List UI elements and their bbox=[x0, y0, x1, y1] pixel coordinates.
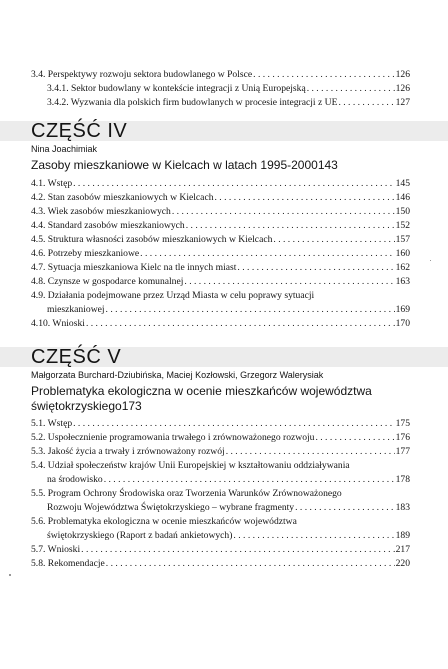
leader-dots bbox=[104, 474, 395, 486]
toc-entry-title: 4.10. Wnioski bbox=[31, 318, 85, 329]
toc-entry bbox=[31, 234, 410, 246]
toc-entry-page: 217 bbox=[395, 544, 410, 555]
chapter-authors: Małgorzata Burchard-Dziubińska, Maciej Kozłowski, Grzegorz Walerysiak bbox=[31, 370, 324, 380]
toc-entry-title: 4.3. Wiek zasobów mieszkaniowych bbox=[31, 206, 171, 217]
toc-entry-title: 4.5. Struktura własności zasobów mieszkaniowych w Kielcach bbox=[31, 234, 273, 245]
toc-entry-title: 4.4. Standard zasobów mieszkaniowych bbox=[31, 220, 185, 231]
toc-entry-page: 126 bbox=[395, 69, 410, 80]
toc-entry bbox=[47, 97, 410, 109]
toc-entry-title: 4.2. Stan zasobów mieszkaniowych w Kielcach bbox=[31, 192, 214, 203]
toc-entry-page: 152 bbox=[395, 220, 410, 231]
toc-entry-title: 4.8. Czynsze w gospodarce komunalnej bbox=[31, 276, 184, 287]
toc-entry-page: 189 bbox=[395, 530, 410, 541]
toc-entry-title: 3.4.1. Sektor budowlany w kontekście integracji z Unią Europejską bbox=[47, 83, 306, 94]
toc-entry-page: 150 bbox=[395, 206, 410, 217]
toc-entry bbox=[31, 432, 410, 444]
toc-entry-title: 5.2. Uspołecznienie programowania trwałego i zrównoważonego rozwoju bbox=[31, 432, 315, 443]
toc-entry bbox=[47, 474, 410, 486]
toc-entry-page: 127 bbox=[395, 97, 410, 108]
leader-dots bbox=[237, 262, 394, 274]
toc-entry-title: 5.1. Wstęp bbox=[31, 418, 73, 429]
toc-entry-title: 3.4.2. Wyzwania dla polskich firm budowlanych w procesie integracji z UE bbox=[47, 97, 338, 108]
toc-entry-page: 157 bbox=[395, 234, 410, 245]
toc-entry bbox=[31, 558, 410, 570]
toc-entry-page: 126 bbox=[395, 83, 410, 94]
leader-dots bbox=[106, 558, 395, 570]
chapter-page: 143 bbox=[317, 158, 338, 172]
toc-entry bbox=[31, 178, 410, 190]
toc-entry bbox=[31, 220, 410, 232]
scan-speck bbox=[9, 574, 11, 576]
toc-entry-page: 175 bbox=[395, 418, 410, 429]
toc-entry-page: 176 bbox=[395, 432, 410, 443]
leader-dots bbox=[81, 544, 394, 556]
toc-entry-title: mieszkaniowej bbox=[47, 304, 105, 315]
leader-dots bbox=[315, 432, 394, 444]
toc-entry-title: 3.4. Perspektywy rozwoju sektora budowlanego w Polsce bbox=[31, 69, 253, 80]
toc-entry-title: na środowisko bbox=[47, 474, 103, 485]
toc-entry-title: świętokrzyskiego (Raport z badań ankietowych) bbox=[47, 530, 233, 541]
toc-entry-page: 163 bbox=[395, 276, 410, 287]
toc-entry-title: 5.3. Jakość życia a trwały i zrównoważony rozwój bbox=[31, 446, 225, 457]
leader-dots bbox=[215, 192, 395, 204]
leader-dots bbox=[172, 206, 395, 218]
scan-speck bbox=[430, 260, 431, 261]
toc-entry bbox=[31, 69, 410, 81]
toc-entry bbox=[31, 206, 410, 218]
leader-dots bbox=[86, 318, 395, 330]
leader-dots bbox=[253, 69, 394, 81]
toc-entry-page: 162 bbox=[395, 262, 410, 273]
toc-entry-title: 4.1. Wstęp bbox=[31, 178, 73, 189]
toc-entry-title: 5.5. Program Ochrony Środowiska oraz Tworzenia Warunków Zrównoważonego bbox=[31, 488, 342, 499]
leader-dots bbox=[307, 83, 395, 95]
toc-entry-page: 146 bbox=[395, 192, 410, 203]
toc-entry-title: Rozwoju Województwa Świętokrzyskiego – wybrane fragmenty bbox=[47, 502, 295, 513]
toc-entry bbox=[31, 276, 410, 288]
leader-dots bbox=[226, 446, 395, 458]
chapter-page: 173 bbox=[121, 399, 142, 413]
toc-entry-page: 220 bbox=[395, 558, 410, 569]
toc-entry bbox=[31, 446, 410, 458]
leader-dots bbox=[73, 178, 394, 190]
part-heading: CZĘŚĆ V bbox=[31, 346, 122, 368]
toc-entry bbox=[31, 544, 410, 556]
toc-entry bbox=[47, 304, 410, 316]
toc-entry-title: 5.8. Rekomendacje bbox=[31, 558, 105, 569]
toc-entry-title: 5.7. Wnioski bbox=[31, 544, 81, 555]
toc-entry-page: 177 bbox=[395, 446, 410, 457]
chapter-title: Zasoby mieszkaniowe w Kielcach w latach 1995-2000 bbox=[31, 158, 318, 172]
chapter-title-entry bbox=[31, 399, 410, 414]
leader-dots bbox=[106, 304, 395, 316]
chapter-title: świętokrzyskiego bbox=[31, 399, 122, 413]
toc-entry-page: 145 bbox=[395, 178, 410, 189]
toc-entry-title: 4.6. Potrzeby mieszkaniowe bbox=[31, 248, 140, 259]
leader-dots bbox=[73, 418, 394, 430]
toc-entry-title: 5.6. Problematyka ekologiczna w ocenie mieszkańców województwa bbox=[31, 516, 297, 527]
toc-entry bbox=[31, 192, 410, 204]
toc-entry-page: 183 bbox=[395, 502, 410, 513]
leader-dots bbox=[295, 502, 395, 514]
chapter-author: Nina Joachimiak bbox=[31, 144, 98, 154]
toc-entry-page: 160 bbox=[395, 248, 410, 259]
toc-entry-title: 4.7. Sytuacja mieszkaniowa Kielc na tle innych miast bbox=[31, 262, 237, 273]
toc-entry-title: 4.9. Działania podejmowane przez Urząd Miasta w celu poprawy sytuacji bbox=[31, 290, 315, 301]
toc-entry bbox=[31, 318, 410, 330]
toc-entry bbox=[31, 248, 410, 260]
leader-dots bbox=[233, 530, 394, 542]
toc-entry bbox=[31, 418, 410, 430]
part-heading: CZĘŚĆ IV bbox=[31, 120, 128, 142]
leader-dots bbox=[273, 234, 394, 246]
toc-entry bbox=[47, 83, 410, 95]
toc-entry-title: 5.4. Udział społeczeństw krajów Unii Europejskiej w kształtowaniu oddziaływania bbox=[31, 460, 350, 471]
toc-entry bbox=[47, 502, 410, 514]
leader-dots bbox=[184, 276, 394, 288]
leader-dots bbox=[186, 220, 395, 232]
toc-entry-page: 178 bbox=[395, 474, 410, 485]
chapter-title: Problematyka ekologiczna w ocenie mieszkańców województwa bbox=[31, 384, 372, 398]
leader-dots bbox=[338, 97, 394, 109]
toc-entry bbox=[47, 530, 410, 542]
toc-entry-page: 170 bbox=[395, 318, 410, 329]
leader-dots bbox=[140, 248, 394, 260]
toc-entry bbox=[31, 262, 410, 274]
toc-entry-page: 169 bbox=[395, 304, 410, 315]
chapter-title-entry bbox=[31, 158, 410, 173]
